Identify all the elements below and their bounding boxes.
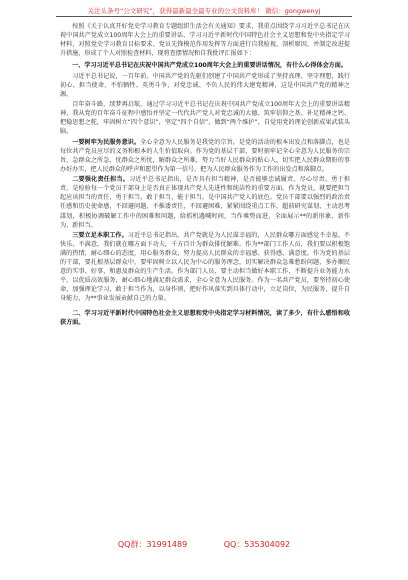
point-3-lead: 三要立足本职工作。 [72,231,128,239]
point-2-text: 习近平总书记指出，是否具有担当精神，是否能够忠诚履责、尽心尽责、勇于担责，是检验每一个党员干部身上是否真正体现共产党人先进性和纯洁性的重要方面。作为党员，就要把担当起应该担当的责任，勇于担当，敢于担当，能于担当，是中国共产党人的底色。党员干部要以强烈的政治责任感和历史使命感，不回避问题，不推诿责任，不回避困难，紧紧围绕重点工作，超前研究谋划，主动思考謀划，积极协调破解工作中的困难和问题，给抓机遇喊时间，当作乘势而进，全面展示**的新形象、新作为、新担当。 [60,176,351,229]
section-1-paragraph-2: 百年奋斗路，续梦再启航。通过学习习近平总书记在庆祝中国共产党成立100周年大会上的重要讲话精神，我从党的百年奋斗征程中感悟并坚定一代代共产党人对党忠诚的大德、筑牢信仰之基、补足精神之钙、把稳思想之舵，牢固树立“四个意识”，坚定“四个自信”，做到“两个维护”，自觉用党的理论创新成果武装头脑。 [60,101,350,136]
point-1-text: 全心全意为人民服务是我党的宗旨，是党的活动的根本出发点和落脚点，也是每位共产党员应尽的义务和根本的人生价值取向。作为党的基层干部，要时刻牢记全心全意为人民服务的宗旨，急群众之所急，忧群众之所忧，解群众之所难，努力当好人民群众的贴心人，切实把人民群众期盼的事办好办实，把人民群众的呼声和愿望作为第一信号，把为人民群众服务作为工作的出发点和落脚点。 [60,138,351,173]
point-1-lead: 一要树牢为民服务意识。 [72,138,141,146]
section-1-paragraph-5 [60,231,350,303]
footer-qq-group: QQ群：31991489 [117,540,188,549]
section-2-title: 二、学习习近平新时代中国特色社会主义思想和党中央指定学习材料情况，读了多少，有什么感悟和收获方面。 [60,310,350,327]
section-1-title: 一、学习习近平总书记在庆祝中国共产党成立100周年大会上的重要讲话情况，有什么心得体会方面。 [72,62,347,70]
top-banner: 关注头条号“公文研究”，获得最新最全最专业的公文资料库！ 微信：gongwenyj [87,7,321,15]
document-body [60,22,350,327]
footer-qq: QQ：535304092 [223,540,291,549]
point-3-text: 习近平总书记指出，共产党就是为人民谋幸福的，人民群众哪方面感觉不幸福、不快乐、不满意，我们就在哪方面下功夫，千方百计为群众排忧解难。作为**部门工作人员，我们要以积极饱满的热情，耐心细心的态度，用心服务群众，努力提高人民群众的幸福感、获得感、满意度。作为党的基层的干部，要扎根基层群众中，要牢固树立以人民为中心的服务理念，切实解决群众急难愁盼问题，多办顺民意的实事、好事，和惠及群众的生产生活。作为部门人员，要主动担当做好本职工作，不断提升业务能力水平，以优质高效服务，耐心细心地满足群众需求，全心全意为人民服务。作为一名共产党员，要坚持初心使命，加强理论学习，敢于担当作为，以身作则，把好作风落实到具体行动中，立足岗位，为民服务，提升自身能力，为**事业发展贡献自己的力量。 [60,231,351,303]
footer-contact [0,539,408,550]
section-1-paragraph-1: 习近平总书记说，一百年前，中国共产党的先驱们创建了中国共产党形成了坚持真理、坚守理想，践行初心、担当使命，不怕牺牲、英勇斗争，对党忠诚、不负人民的伟大建党精神，这是中国共产党的精神之源。 [60,72,350,98]
intro-paragraph: 按照《关于认真开好党史学习教育专题组织生活会有关通知》要求，我重点围绕学习习近平总书记在庆祝中国共产党成立100周年大会上的重要讲话、学习习近平新时代中国特色社会主义思想和党中央指定学习材料，对照党史学习教育目标要求、党员先锋模范作用发挥等方面进行自我检视，剖析原因，并制定改进提升措施，形成了个人对照检查材料，现将查摆情况和自我批评汇报如下： [60,23,350,58]
header-rule [56,16,352,17]
section-1-paragraph-3 [60,138,350,174]
point-2-lead: 二要强化责任担当。 [72,176,130,184]
section-1-paragraph-4 [60,175,350,229]
